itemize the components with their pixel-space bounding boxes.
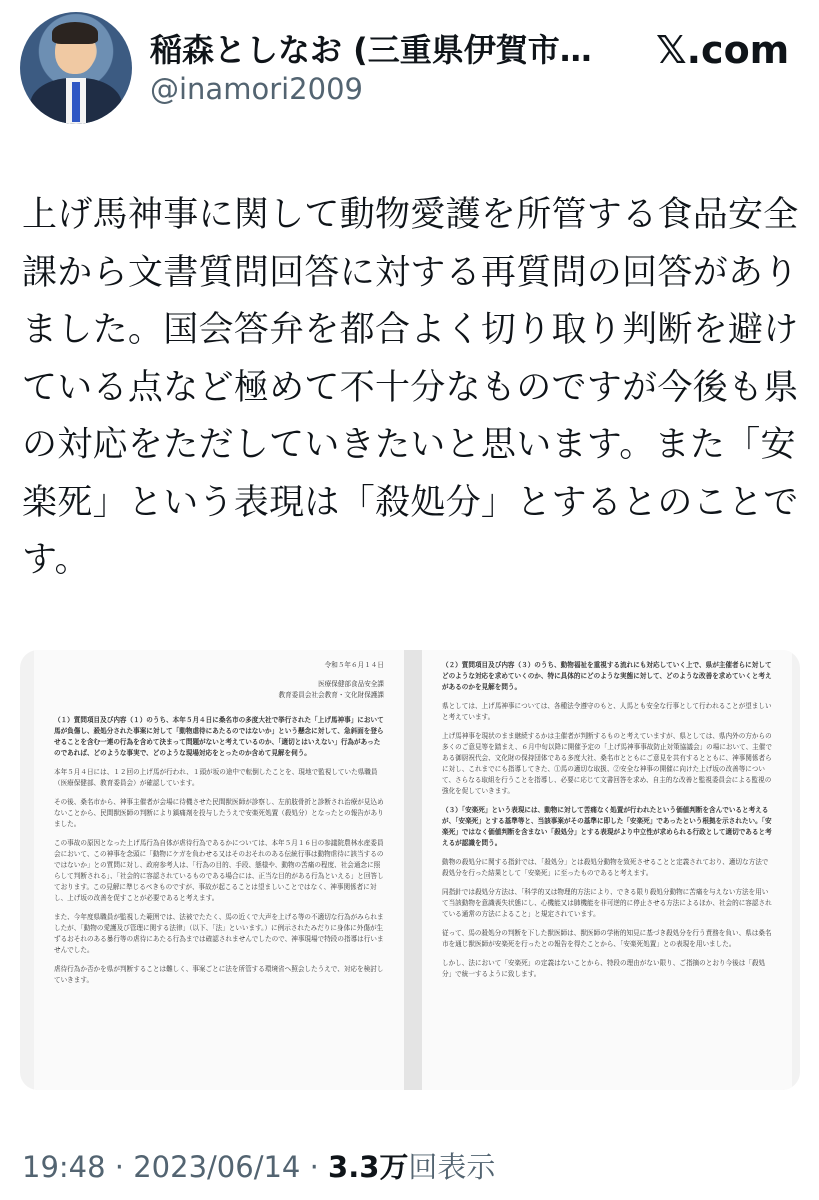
doc-answer-2: その後、桑名市から、神事主催者が会場に待機させた民間獣医師が診察し、左前肢骨折と診断され治療が見込めないことから、民間獣医師の判断により鎮痛剤を投与したうえで安楽死処置（殺処分）となったとの報告がありました。 — [54, 798, 384, 828]
author-avatar[interactable] — [20, 12, 132, 124]
avatar-tie — [72, 82, 80, 122]
doc-r-answer-2: 上げ馬神事を現状のまま継続するかは主催者が判断するものと考えていますが、県としては、県内外の方からの多くのご意見等を踏まえ、６月中旬以降に開催予定の「上げ馬神事事故防止対策協議会」の場において、主催である御厨祝代会、文化財の保持団体である多度大社、桑名市とともにご意見を共有するとともに、神事関係者らに対し、これまでにも指導してきた、①馬の適切な取扱、②安全な神事の開催に向けた上げ坂の改善等について、さらなる取組を行うことを指導し、必要に応じて文書回答を求め、自主的な改善と監視委員会による監視の強化を促していきます。 — [442, 732, 772, 795]
tweet-timestamp[interactable]: 19:48 · 2023/06/14 · — [22, 1150, 329, 1184]
author-handle[interactable]: @inamori2009 — [150, 72, 363, 106]
avatar-hair — [52, 22, 98, 44]
tweet-media[interactable] — [20, 650, 800, 1090]
doc-dept — [54, 679, 384, 701]
doc-answer-3: この事故の原因となった上げ馬行為自体が虐待行為であるかについては、本年５月１６日の参議院農林水産委員会において、この神事を念頭に「動物にケガを負わせる又はそのおそれのある伝統行事は動物虐待に該当するのではないか」との質問に対し、政府参考人は、「行為の目的、手段、態様や、動物の苦痛の程度、社会通念に照らして判断される」、「社会的に容認されているものである場合には、正当な目的がある行為といえる」と回答しております。この見解に準じるべきものですが、事故が起こることは望ましいことではなく、神事関係者に対し、上げ坂の改善を促すことが必要であると考えます。 — [54, 839, 384, 902]
media-divider — [404, 650, 422, 1090]
doc-r-answer-1: 県としては、上げ馬神事については、各種法令遵守のもと、人馬とも安全な行事として行われることが望ましいと考えています。 — [442, 702, 772, 721]
doc-dept-1: 医療保健部食品安全課 — [318, 680, 384, 688]
doc-r-answer-4: 同指針では殺処分方法は、「科学的又は物理的方法により、できる限り殺処分動物に苦痛を与えない方法を用いて当該動物を意識喪失状態にし、心機能又は肺機能を非可逆的に停止させる方法によるほか、社会的に容認されている通常の方法によること」と規定されています。 — [442, 888, 772, 918]
doc-r-answer-3: 動物の殺処分に関する指針では、「殺処分」とは殺処分動物を致死させることと定義されており、適切な方法で殺処分を行った結果として「安楽死」に至ったものであると考えます。 — [442, 858, 769, 877]
x-logo: 𝕏.com — [656, 28, 790, 72]
view-label: 回表示 — [408, 1150, 496, 1184]
doc-question-3-text: （３）「安楽死」という表現には、動物に対して苦痛なく処置が行われたという価値判断を含んでいると考えるが、「安楽死」とする基準等と、当該事案がその基準に即した「安楽死」であったという根拠を示されたい。「安楽死」ではなく価値判断を含まない「殺処分」とする表現がより中立性が求められる行政として適切であると考えるが認識を問う。 — [442, 806, 772, 847]
doc-question-2-text: （２）質問項目及び内容（３）のうち、動物福祉を重視する流れにも対応していく上で、県が主催者らに対してどのような対応を求めていくのか、特に具体的にどのような実態に対して、どのような改善を求めていくと考えがあるのかを見解を問う。 — [442, 661, 772, 691]
view-count: 3.3万 — [328, 1150, 409, 1184]
author-name[interactable]: 稲森としなお (三重県伊賀市… — [150, 31, 592, 69]
doc-question-2 — [442, 660, 772, 693]
doc-date: 令和５年６月１４日 — [324, 661, 384, 669]
doc-answer-4: また、今年度県職員が監視した範囲では、法被でたたく、馬の近くで大声を上げる等の不適切な行為がみられましたが、「動物の愛護及び管理に関する法律」（以下、「法」といいます。）に例示されたみだりに身体に外傷が生ずるおそれのある暴行等の虐待にあたる行為までは確認されませんでしたので、神事現場で特段の指導は行いませんでした。 — [54, 913, 384, 954]
doc-r-answer-5: 従って、馬の殺処分の判断を下した獣医師は、獣医師の学術的知見に基づき殺処分を行う責務を負い、県は桑名市を通じ獣医師が安楽死を行ったとの報告を得たことから、「安楽死処置」との表現を用いました。 — [442, 929, 772, 948]
doc-question-1-text: （１）質問項目及び内容（１）のうち、本年５月４日に桑名市の多度大社で挙行された「上げ馬神事」において馬が負傷し、殺処分された事案に対して「動物虐待にあたるのではないか」という懸念に対して、急斜面を登らせることを含む一連の行為を含めて決まって問題がないと考えているのか、「適切とはいえない」行為があったのであれば、どのような事実で、どのような現場対応をとったのか含めて見解を伺う。 — [54, 716, 384, 757]
tweet-meta — [22, 1145, 495, 1186]
document-image-right[interactable] — [422, 650, 792, 1090]
tweet-text: 上げ馬神事に関して動物愛護を所管する食品安全課から文書質問回答に対する再質問の回答がありました。国会答弁を都合よく切り取り判断を避けている点など極めて不十分なものですが今後も県の対応をただしていきたいと思います。また「安楽死」という表現は「殺処分」とするとのことです。 — [22, 195, 799, 580]
doc-dept-2: 教育委員会社会教育・文化財保護課 — [278, 691, 384, 699]
doc-question-1 — [54, 715, 384, 759]
doc-answer-5: 虐待行為か否かを県が判断することは難しく、事案ごとに法を所管する環境省へ照会したうえで、対応を検討していきます。 — [54, 965, 384, 984]
doc-answer-1: 本年５月４日には、１２回の上げ馬が行われ、１頭が坂の途中で転倒したことを、現地で監視していた県職員（医療保健部、教育委員会）が確認しています。 — [54, 768, 378, 787]
doc-question-3 — [442, 805, 772, 849]
document-image-left[interactable] — [34, 650, 404, 1090]
doc-r-answer-6: しかし、法において「安楽死」の定義はないことから、特段の理由がない限り、ご指摘のとおり今後は「殺処分」で統一するように致します。 — [442, 959, 766, 978]
